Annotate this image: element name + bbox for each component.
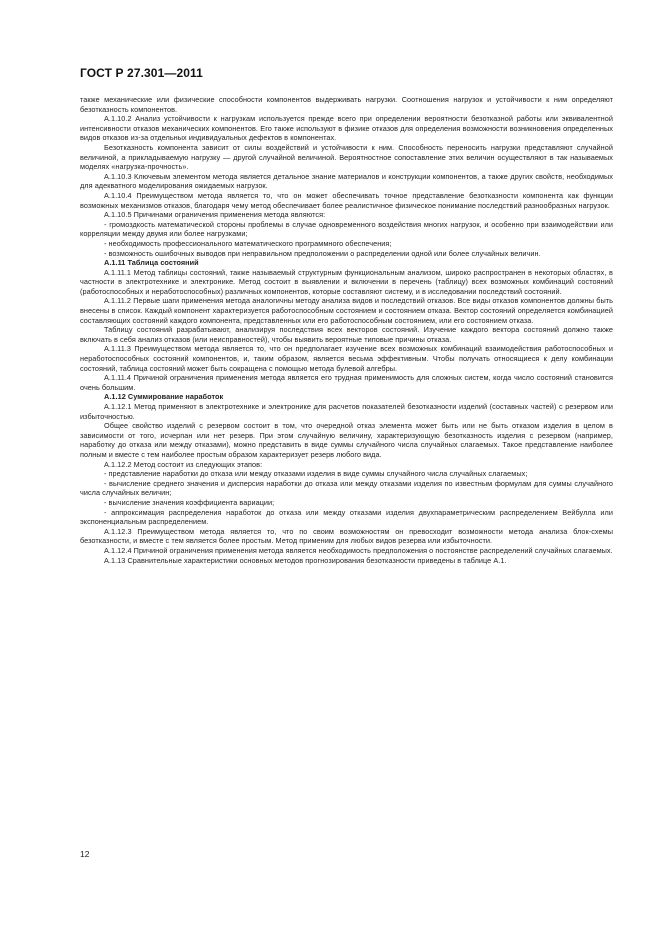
document-body [80,95,613,565]
section-heading: А.1.11 Таблица состояний [104,258,199,268]
paragraph: А.1.12.1 Метод применяют в электротехнике и электронике для расчетов показателей безотказности изделий (составных частей) с резервом или избыточностью. [80,402,613,421]
paragraph: А.1.11.4 Причиной ограничения применения метода является его трудная применимость для сложных систем, когда число состояний становится очень большим. [80,373,613,392]
paragraph: А.1.11.1 Метод таблицы состояний, также называемый структурным функциональным анализом, широко распространен в некоторых областях, в частности в электротехнике и электронике. Метод состоит в выявлении и включении в перечень (таблицу) всех возможных комбинаций состояний (работоспособных и неработоспособных) различных компонентов, которые составляют систему, и в исследовании последствий состояний. [80,267,613,296]
paragraph: Таблицу состояний разрабатывают, анализируя последствия всех векторов состояний. Изучение каждого вектора состояний должно также включать в себя анализ отказов (или неисправностей), чтобы выявить вероятные типовые причины отказа. [80,325,613,344]
paragraph: - необходимость профессионального математического программного обеспечения; [104,238,392,248]
paragraph: А.1.10.2 Анализ устойчивости к нагрузкам используется прежде всего при определении вероятности безотказной работы или эквивалентной интенсивности отказов механических компонентов. Его также используют в физике отказов для определения возможности возникновения определенных видов отказов из-за отдельных индивидуальных дефектов в компонентах. [80,114,613,143]
paragraph: - вычисление значения коэффициента вариации; [104,497,275,507]
paragraph: А.1.11.3 Преимуществом метода является то, что он предполагает изучение всех возможных комбинаций взаимодействия работоспособных и неработоспособных состояний компонентов, и, таким образом, является весьма эффективным. Чтобы получать относящиеся к делу комбинации состояний, таблица состояний может быть сокращена с помощью метода булевой алгебры. [80,344,613,373]
paragraph: - громоздкость математической стороны проблемы в случае одновременного воздействия многих нагрузок, и особенно при взаимодействии или корреляции между двумя или более нагрузками; [80,219,613,239]
section-heading: А.1.12 Суммирование наработок [104,392,224,402]
paragraph: А.1.10.4 Преимуществом метода является то, что он может обеспечивать точное представление безотказности компонента как функции возможных механизмов отказов, благодаря чему метод обеспечивает более реалистичное физическое понимание последствий разнообразных нагрузок. [80,190,613,210]
paragraph: А.1.10.3 Ключевым элементом метода является детальное знание материалов и конструкции компонентов, а также других свойств, необходимых для адекватного моделирования ожидаемых нагрузок. [80,171,613,191]
document-header: ГОСТ Р 27.301—2011 [80,66,203,80]
paragraph: Общее свойство изделий с резервом состоит в том, что очередной отказ элемента может быть или не быть отказом изделия в целом в зависимости от того, исчерпан или нет резерв. При этом случайную величину, характеризующую безотказность изделия с резервом (например, наработку до отказа или между отказами), можно представить в виде суммы случайного числа случайных слагаемых. Такое представление наиболее полным и вместе с тем наиболее простым образом характеризует резерв любого вида. [80,421,613,459]
paragraph: также механические или физические способности компонентов выдерживать нагрузки. Соотношения нагрузок и устойчивости к ним определяют безотказность компонентов. [80,95,613,114]
paragraph: Безотказность компонента зависит от силы воздействий и устойчивости к ним. Способность переносить нагрузки представляют случайной величиной, а прикладываемую нагрузку — другой случайной величиной. Вероятностное сопоставление этих величин осуществляют в так называемых моделях «нагрузка-прочность». [80,142,613,172]
paragraph: А.1.12.3 Преимуществом метода является то, что по своим возможностям он превосходит возможности метода анализа блок-схемы безотказности, и вместе с тем является более простым. Метод применим для любых видов резерва или избыточности. [80,526,613,546]
paragraph: А.1.11.2 Первые шаги применения метода аналогичны методу анализа видов и последствий отказов. Все виды отказов компонентов должны быть внесены в список. Каждый компонент характеризуется работоспособным состоянием и состоянием отказа. Вектор состояний определяется комбинацией составляющих состояний каждого компонента, представленных или его работоспособным состоянием, или его состоянием отказа. [80,296,613,325]
paragraph: - возможность ошибочных выводов при неправильном предположении о распределении одной или более случайных величин. [104,248,541,258]
paragraph: - аппроксимация распределения наработок до отказа или между отказами изделия двухпараметрическим распределением Вейбулла или экспоненциальным распределением. [80,507,613,527]
paragraph: А.1.12.4 Причиной ограничения применения метода является необходимость предположения о постоянстве распределений случайных слагаемых. [104,545,613,555]
paragraph: А.1.10.5 Причинами ограничения применения метода являются: [104,210,326,220]
paragraph: - вычисление среднего значения и дисперсия наработки до отказа или между отказами изделия по известным формулам для суммы случайного числа случайных величин; [80,478,613,498]
paragraph: А.1.12.2 Метод состоит из следующих этапов: [104,459,263,469]
paragraph: - представление наработки до отказа или между отказами изделия в виде суммы случайного числа случайных слагаемых; [104,469,528,479]
page-number: 12 [80,849,90,859]
paragraph: А.1.13 Сравнительные характеристики основных методов прогнозирования безотказности приведены в таблице А.1. [104,555,507,565]
